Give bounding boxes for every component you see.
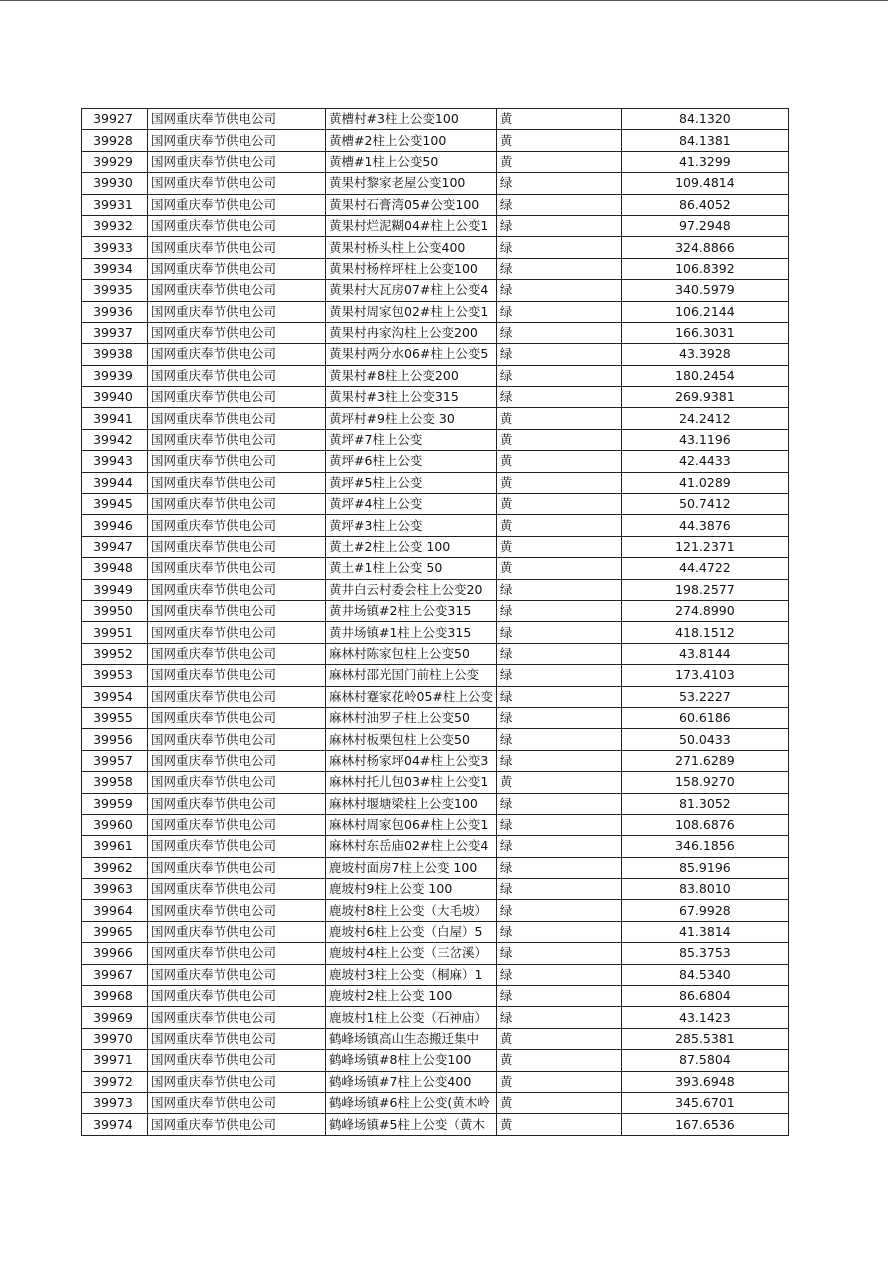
status-color-cell: 绿 xyxy=(496,173,621,194)
table-row xyxy=(82,643,789,664)
row-id: 39933 xyxy=(82,237,148,258)
table-row xyxy=(82,986,789,1007)
status-color-cell: 绿 xyxy=(496,750,621,771)
row-id: 39962 xyxy=(82,857,148,878)
transformer-name-cell: 鹿坡村1柱上公变（石神庙） xyxy=(326,1007,497,1028)
table-row xyxy=(82,322,789,343)
transformer-name-cell: 黄槽#2柱上公变100 xyxy=(326,130,497,151)
value-cell: 43.1196 xyxy=(621,429,788,450)
status-color-cell: 绿 xyxy=(496,280,621,301)
transformer-name-cell: 鹿坡村9柱上公变 100 xyxy=(326,879,497,900)
status-color-cell: 绿 xyxy=(496,836,621,857)
value-cell: 167.6536 xyxy=(621,1114,788,1135)
value-cell: 340.5979 xyxy=(621,280,788,301)
table-row xyxy=(82,921,789,942)
row-id: 39932 xyxy=(82,215,148,236)
value-cell: 53.2227 xyxy=(621,686,788,707)
transformer-name-cell: 鹿坡村2柱上公变 100 xyxy=(326,986,497,1007)
row-id: 39950 xyxy=(82,600,148,621)
table-row xyxy=(82,1114,789,1135)
value-cell: 269.9381 xyxy=(621,387,788,408)
transformer-table xyxy=(81,108,789,1136)
value-cell: 166.3031 xyxy=(621,322,788,343)
status-color-cell: 黄 xyxy=(496,515,621,536)
transformer-name-cell: 黄槽#1柱上公变50 xyxy=(326,151,497,172)
row-id: 39954 xyxy=(82,686,148,707)
transformer-name-cell: 鹤峰场镇高山生态搬迁集中 xyxy=(326,1028,497,1049)
transformer-name-cell: 鹿坡村4柱上公变（三岔溪） xyxy=(326,943,497,964)
company-cell: 国网重庆奉节供电公司 xyxy=(148,301,326,322)
value-cell: 274.8990 xyxy=(621,600,788,621)
value-cell: 84.1381 xyxy=(621,130,788,151)
transformer-name-cell: 麻林村蹇家花岭05#柱上公变 xyxy=(326,686,497,707)
value-cell: 84.5340 xyxy=(621,964,788,985)
company-cell: 国网重庆奉节供电公司 xyxy=(148,1071,326,1092)
transformer-name-cell: 黄果村#8柱上公变200 xyxy=(326,365,497,386)
company-cell: 国网重庆奉节供电公司 xyxy=(148,814,326,835)
company-cell: 国网重庆奉节供电公司 xyxy=(148,322,326,343)
value-cell: 86.6804 xyxy=(621,986,788,1007)
status-color-cell: 绿 xyxy=(496,879,621,900)
status-color-cell: 黄 xyxy=(496,451,621,472)
company-cell: 国网重庆奉节供电公司 xyxy=(148,622,326,643)
table-row xyxy=(82,472,789,493)
transformer-name-cell: 黄坪#5柱上公变 xyxy=(326,472,497,493)
value-cell: 345.6701 xyxy=(621,1092,788,1113)
transformer-name-cell: 鹤峰场镇#8柱上公变100 xyxy=(326,1050,497,1071)
company-cell: 国网重庆奉节供电公司 xyxy=(148,772,326,793)
table-row xyxy=(82,237,789,258)
transformer-name-cell: 黄坪#6柱上公变 xyxy=(326,451,497,472)
value-cell: 285.5381 xyxy=(621,1028,788,1049)
row-id: 39958 xyxy=(82,772,148,793)
status-color-cell: 绿 xyxy=(496,665,621,686)
status-color-cell: 绿 xyxy=(496,643,621,664)
row-id: 39966 xyxy=(82,943,148,964)
row-id: 39940 xyxy=(82,387,148,408)
transformer-name-cell: 黄果村冉家沟柱上公变200 xyxy=(326,322,497,343)
status-color-cell: 黄 xyxy=(496,1050,621,1071)
company-cell: 国网重庆奉节供电公司 xyxy=(148,215,326,236)
status-color-cell: 黄 xyxy=(496,1092,621,1113)
table-row xyxy=(82,130,789,151)
value-cell: 158.9270 xyxy=(621,772,788,793)
company-cell: 国网重庆奉节供电公司 xyxy=(148,130,326,151)
transformer-name-cell: 黄果村烂泥糊04#柱上公变1 xyxy=(326,215,497,236)
table-row xyxy=(82,836,789,857)
status-color-cell: 绿 xyxy=(496,921,621,942)
value-cell: 393.6948 xyxy=(621,1071,788,1092)
status-color-cell: 绿 xyxy=(496,194,621,215)
row-id: 39963 xyxy=(82,879,148,900)
transformer-name-cell: 麻林村邵光国门前柱上公变 xyxy=(326,665,497,686)
table-row xyxy=(82,109,789,130)
table-row xyxy=(82,215,789,236)
status-color-cell: 黄 xyxy=(496,472,621,493)
transformer-name-cell: 黄土#2柱上公变 100 xyxy=(326,536,497,557)
row-id: 39956 xyxy=(82,729,148,750)
row-id: 39942 xyxy=(82,429,148,450)
value-cell: 41.3814 xyxy=(621,921,788,942)
transformer-name-cell: 麻林村堰塘梁柱上公变100 xyxy=(326,793,497,814)
table-row xyxy=(82,151,789,172)
status-color-cell: 黄 xyxy=(496,109,621,130)
table-row xyxy=(82,451,789,472)
status-color-cell: 绿 xyxy=(496,707,621,728)
table-row xyxy=(82,387,789,408)
transformer-name-cell: 麻林村油罗子柱上公变50 xyxy=(326,707,497,728)
row-id: 39953 xyxy=(82,665,148,686)
transformer-name-cell: 黄槽村#3柱上公变100 xyxy=(326,109,497,130)
row-id: 39949 xyxy=(82,579,148,600)
row-id: 39957 xyxy=(82,750,148,771)
value-cell: 24.2412 xyxy=(621,408,788,429)
company-cell: 国网重庆奉节供电公司 xyxy=(148,1028,326,1049)
company-cell: 国网重庆奉节供电公司 xyxy=(148,964,326,985)
status-color-cell: 黄 xyxy=(496,494,621,515)
transformer-name-cell: 鹤峰场镇#7柱上公变400 xyxy=(326,1071,497,1092)
row-id: 39945 xyxy=(82,494,148,515)
value-cell: 97.2948 xyxy=(621,215,788,236)
row-id: 39936 xyxy=(82,301,148,322)
company-cell: 国网重庆奉节供电公司 xyxy=(148,879,326,900)
row-id: 39964 xyxy=(82,900,148,921)
row-id: 39951 xyxy=(82,622,148,643)
company-cell: 国网重庆奉节供电公司 xyxy=(148,451,326,472)
status-color-cell: 绿 xyxy=(496,622,621,643)
value-cell: 43.1423 xyxy=(621,1007,788,1028)
table-row xyxy=(82,1092,789,1113)
transformer-name-cell: 黄果村黎家老屋公变100 xyxy=(326,173,497,194)
value-cell: 85.3753 xyxy=(621,943,788,964)
company-cell: 国网重庆奉节供电公司 xyxy=(148,1114,326,1135)
company-cell: 国网重庆奉节供电公司 xyxy=(148,986,326,1007)
company-cell: 国网重庆奉节供电公司 xyxy=(148,643,326,664)
company-cell: 国网重庆奉节供电公司 xyxy=(148,729,326,750)
row-id: 39941 xyxy=(82,408,148,429)
value-cell: 42.4433 xyxy=(621,451,788,472)
company-cell: 国网重庆奉节供电公司 xyxy=(148,429,326,450)
transformer-name-cell: 鹤峰场镇#5柱上公变（黄木 xyxy=(326,1114,497,1135)
company-cell: 国网重庆奉节供电公司 xyxy=(148,1007,326,1028)
table-body xyxy=(82,109,789,1136)
company-cell: 国网重庆奉节供电公司 xyxy=(148,750,326,771)
transformer-name-cell: 黄土#1柱上公变 50 xyxy=(326,558,497,579)
row-id: 39947 xyxy=(82,536,148,557)
table-row xyxy=(82,665,789,686)
value-cell: 41.3299 xyxy=(621,151,788,172)
row-id: 39955 xyxy=(82,707,148,728)
table-row xyxy=(82,258,789,279)
status-color-cell: 黄 xyxy=(496,429,621,450)
table-row xyxy=(82,494,789,515)
value-cell: 418.1512 xyxy=(621,622,788,643)
company-cell: 国网重庆奉节供电公司 xyxy=(148,665,326,686)
value-cell: 198.2577 xyxy=(621,579,788,600)
status-color-cell: 黄 xyxy=(496,772,621,793)
status-color-cell: 绿 xyxy=(496,344,621,365)
status-color-cell: 绿 xyxy=(496,793,621,814)
row-id: 39939 xyxy=(82,365,148,386)
table-row xyxy=(82,1050,789,1071)
page-top-rule xyxy=(0,0,888,1)
table-row xyxy=(82,344,789,365)
status-color-cell: 绿 xyxy=(496,365,621,386)
status-color-cell: 绿 xyxy=(496,900,621,921)
row-id: 39948 xyxy=(82,558,148,579)
row-id: 39960 xyxy=(82,814,148,835)
value-cell: 346.1856 xyxy=(621,836,788,857)
status-color-cell: 黄 xyxy=(496,558,621,579)
row-id: 39937 xyxy=(82,322,148,343)
value-cell: 50.7412 xyxy=(621,494,788,515)
transformer-name-cell: 鹿坡村面房7柱上公变 100 xyxy=(326,857,497,878)
company-cell: 国网重庆奉节供电公司 xyxy=(148,600,326,621)
status-color-cell: 绿 xyxy=(496,729,621,750)
table-row xyxy=(82,173,789,194)
value-cell: 324.8866 xyxy=(621,237,788,258)
status-color-cell: 黄 xyxy=(496,151,621,172)
table-row xyxy=(82,600,789,621)
company-cell: 国网重庆奉节供电公司 xyxy=(148,857,326,878)
status-color-cell: 黄 xyxy=(496,1071,621,1092)
company-cell: 国网重庆奉节供电公司 xyxy=(148,686,326,707)
status-color-cell: 绿 xyxy=(496,237,621,258)
value-cell: 41.0289 xyxy=(621,472,788,493)
transformer-name-cell: 黄果村石膏湾05#公变100 xyxy=(326,194,497,215)
table-row xyxy=(82,814,789,835)
transformer-name-cell: 黄果村两分水06#柱上公变5 xyxy=(326,344,497,365)
value-cell: 106.2144 xyxy=(621,301,788,322)
value-cell: 87.5804 xyxy=(621,1050,788,1071)
value-cell: 84.1320 xyxy=(621,109,788,130)
status-color-cell: 绿 xyxy=(496,814,621,835)
row-id: 39973 xyxy=(82,1092,148,1113)
table-row xyxy=(82,772,789,793)
table-row xyxy=(82,1071,789,1092)
value-cell: 121.2371 xyxy=(621,536,788,557)
row-id: 39927 xyxy=(82,109,148,130)
company-cell: 国网重庆奉节供电公司 xyxy=(148,258,326,279)
status-color-cell: 绿 xyxy=(496,600,621,621)
value-cell: 43.3928 xyxy=(621,344,788,365)
transformer-name-cell: 鹿坡村6柱上公变（白屋）5 xyxy=(326,921,497,942)
row-id: 39969 xyxy=(82,1007,148,1028)
company-cell: 国网重庆奉节供电公司 xyxy=(148,387,326,408)
row-id: 39931 xyxy=(82,194,148,215)
transformer-name-cell: 黄井场镇#2柱上公变315 xyxy=(326,600,497,621)
status-color-cell: 绿 xyxy=(496,322,621,343)
company-cell: 国网重庆奉节供电公司 xyxy=(148,515,326,536)
table-row xyxy=(82,857,789,878)
table-row xyxy=(82,536,789,557)
row-id: 39930 xyxy=(82,173,148,194)
company-cell: 国网重庆奉节供电公司 xyxy=(148,793,326,814)
value-cell: 44.4722 xyxy=(621,558,788,579)
transformer-name-cell: 麻林村陈家包柱上公变50 xyxy=(326,643,497,664)
table-row xyxy=(82,1028,789,1049)
row-id: 39974 xyxy=(82,1114,148,1135)
company-cell: 国网重庆奉节供电公司 xyxy=(148,900,326,921)
transformer-name-cell: 麻林村周家包06#柱上公变1 xyxy=(326,814,497,835)
value-cell: 50.0433 xyxy=(621,729,788,750)
transformer-name-cell: 黄果村杨梓坪柱上公变100 xyxy=(326,258,497,279)
value-cell: 44.3876 xyxy=(621,515,788,536)
company-cell: 国网重庆奉节供电公司 xyxy=(148,151,326,172)
status-color-cell: 绿 xyxy=(496,943,621,964)
table-row xyxy=(82,429,789,450)
status-color-cell: 绿 xyxy=(496,964,621,985)
company-cell: 国网重庆奉节供电公司 xyxy=(148,344,326,365)
row-id: 39972 xyxy=(82,1071,148,1092)
transformer-name-cell: 黄果村周家包02#柱上公变1 xyxy=(326,301,497,322)
transformer-name-cell: 黄井场镇#1柱上公变315 xyxy=(326,622,497,643)
status-color-cell: 绿 xyxy=(496,986,621,1007)
value-cell: 173.4103 xyxy=(621,665,788,686)
value-cell: 43.8144 xyxy=(621,643,788,664)
transformer-name-cell: 黄果村大瓦房07#柱上公变4 xyxy=(326,280,497,301)
company-cell: 国网重庆奉节供电公司 xyxy=(148,943,326,964)
status-color-cell: 黄 xyxy=(496,536,621,557)
table-row xyxy=(82,579,789,600)
status-color-cell: 黄 xyxy=(496,1114,621,1135)
value-cell: 67.9928 xyxy=(621,900,788,921)
company-cell: 国网重庆奉节供电公司 xyxy=(148,558,326,579)
table-row xyxy=(82,365,789,386)
transformer-name-cell: 鹿坡村8柱上公变（大毛坡） xyxy=(326,900,497,921)
row-id: 39929 xyxy=(82,151,148,172)
value-cell: 106.8392 xyxy=(621,258,788,279)
status-color-cell: 绿 xyxy=(496,579,621,600)
value-cell: 83.8010 xyxy=(621,879,788,900)
status-color-cell: 绿 xyxy=(496,686,621,707)
transformer-name-cell: 黄井白云村委会柱上公变20 xyxy=(326,579,497,600)
company-cell: 国网重庆奉节供电公司 xyxy=(148,173,326,194)
company-cell: 国网重庆奉节供电公司 xyxy=(148,579,326,600)
transformer-name-cell: 黄果村桥头柱上公变400 xyxy=(326,237,497,258)
value-cell: 109.4814 xyxy=(621,173,788,194)
company-cell: 国网重庆奉节供电公司 xyxy=(148,408,326,429)
table-row xyxy=(82,515,789,536)
table-row xyxy=(82,964,789,985)
transformer-name-cell: 黄坪#4柱上公变 xyxy=(326,494,497,515)
row-id: 39946 xyxy=(82,515,148,536)
table-row xyxy=(82,900,789,921)
status-color-cell: 绿 xyxy=(496,258,621,279)
row-id: 39965 xyxy=(82,921,148,942)
value-cell: 180.2454 xyxy=(621,365,788,386)
table-row xyxy=(82,879,789,900)
row-id: 39970 xyxy=(82,1028,148,1049)
row-id: 39959 xyxy=(82,793,148,814)
company-cell: 国网重庆奉节供电公司 xyxy=(148,472,326,493)
company-cell: 国网重庆奉节供电公司 xyxy=(148,237,326,258)
row-id: 39943 xyxy=(82,451,148,472)
value-cell: 108.6876 xyxy=(621,814,788,835)
row-id: 39968 xyxy=(82,986,148,1007)
table-row xyxy=(82,686,789,707)
table-row xyxy=(82,280,789,301)
company-cell: 国网重庆奉节供电公司 xyxy=(148,836,326,857)
status-color-cell: 绿 xyxy=(496,1007,621,1028)
company-cell: 国网重庆奉节供电公司 xyxy=(148,494,326,515)
company-cell: 国网重庆奉节供电公司 xyxy=(148,1092,326,1113)
value-cell: 85.9196 xyxy=(621,857,788,878)
status-color-cell: 绿 xyxy=(496,215,621,236)
transformer-name-cell: 黄坪村#9柱上公变 30 xyxy=(326,408,497,429)
table-row xyxy=(82,707,789,728)
value-cell: 271.6289 xyxy=(621,750,788,771)
status-color-cell: 黄 xyxy=(496,130,621,151)
company-cell: 国网重庆奉节供电公司 xyxy=(148,194,326,215)
table-row xyxy=(82,194,789,215)
table-row xyxy=(82,1007,789,1028)
row-id: 39952 xyxy=(82,643,148,664)
status-color-cell: 黄 xyxy=(496,408,621,429)
company-cell: 国网重庆奉节供电公司 xyxy=(148,1050,326,1071)
transformer-name-cell: 麻林村板栗包柱上公变50 xyxy=(326,729,497,750)
row-id: 39935 xyxy=(82,280,148,301)
company-cell: 国网重庆奉节供电公司 xyxy=(148,921,326,942)
transformer-name-cell: 麻林村托儿包03#柱上公变1 xyxy=(326,772,497,793)
transformer-name-cell: 黄果村#3柱上公变315 xyxy=(326,387,497,408)
value-cell: 60.6186 xyxy=(621,707,788,728)
company-cell: 国网重庆奉节供电公司 xyxy=(148,707,326,728)
company-cell: 国网重庆奉节供电公司 xyxy=(148,536,326,557)
table-row xyxy=(82,943,789,964)
row-id: 39971 xyxy=(82,1050,148,1071)
table-row xyxy=(82,301,789,322)
transformer-name-cell: 黄坪#3柱上公变 xyxy=(326,515,497,536)
status-color-cell: 绿 xyxy=(496,301,621,322)
row-id: 39967 xyxy=(82,964,148,985)
value-cell: 81.3052 xyxy=(621,793,788,814)
transformer-name-cell: 鹿坡村3柱上公变（桐麻）1 xyxy=(326,964,497,985)
status-color-cell: 绿 xyxy=(496,387,621,408)
row-id: 39934 xyxy=(82,258,148,279)
row-id: 39938 xyxy=(82,344,148,365)
table-row xyxy=(82,750,789,771)
table-row xyxy=(82,729,789,750)
row-id: 39944 xyxy=(82,472,148,493)
row-id: 39961 xyxy=(82,836,148,857)
table-row xyxy=(82,622,789,643)
transformer-name-cell: 麻林村东岳庙02#柱上公变4 xyxy=(326,836,497,857)
company-cell: 国网重庆奉节供电公司 xyxy=(148,109,326,130)
company-cell: 国网重庆奉节供电公司 xyxy=(148,365,326,386)
row-id: 39928 xyxy=(82,130,148,151)
transformer-name-cell: 黄坪#7柱上公变 xyxy=(326,429,497,450)
status-color-cell: 绿 xyxy=(496,857,621,878)
company-cell: 国网重庆奉节供电公司 xyxy=(148,280,326,301)
table-row xyxy=(82,558,789,579)
table-row xyxy=(82,793,789,814)
value-cell: 86.4052 xyxy=(621,194,788,215)
transformer-name-cell: 麻林村杨家坪04#柱上公变3 xyxy=(326,750,497,771)
table-row xyxy=(82,408,789,429)
transformer-name-cell: 鹤峰场镇#6柱上公变(黄木岭 xyxy=(326,1092,497,1113)
status-color-cell: 黄 xyxy=(496,1028,621,1049)
